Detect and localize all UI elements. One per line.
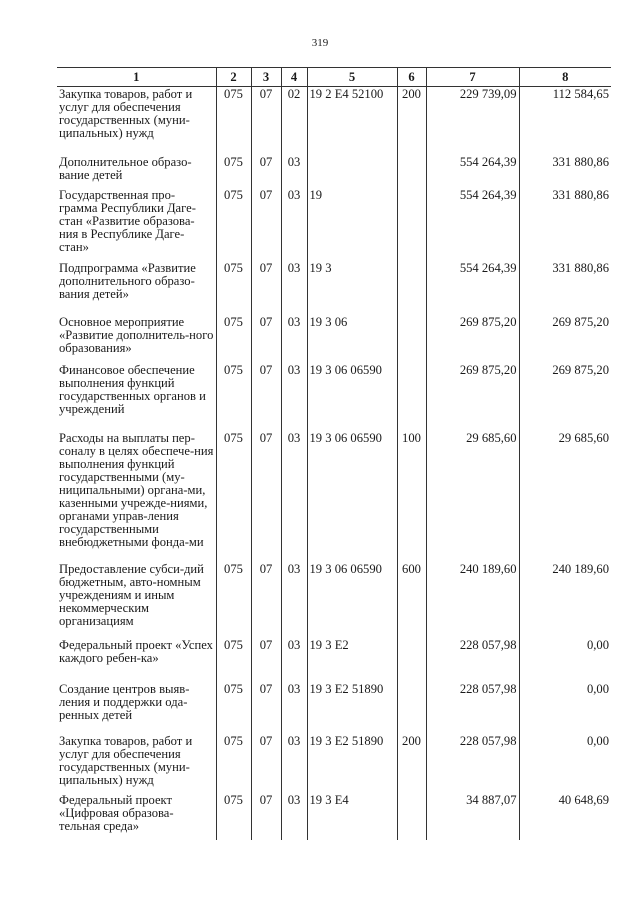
column-header: 1 xyxy=(57,68,216,87)
code-cell: 07 xyxy=(251,87,281,150)
table-row xyxy=(57,358,611,426)
row-name-cell: Дополнительное образо-вание детей xyxy=(59,155,192,182)
code-cell: 07 xyxy=(251,729,281,787)
code-cell: 075 xyxy=(216,149,251,189)
table-row xyxy=(57,677,611,729)
amount-cell: 228 057,98 xyxy=(426,677,519,729)
amount-cell: 112 584,65 xyxy=(519,87,611,150)
table-row xyxy=(57,633,611,677)
column-header: 2 xyxy=(216,68,251,87)
code-cell: 07 xyxy=(251,787,281,840)
amount-cell: 554 264,39 xyxy=(426,260,519,310)
column-header: 6 xyxy=(397,68,426,87)
code-cell: 03 xyxy=(281,426,307,556)
code-cell: 03 xyxy=(281,556,307,633)
table-row xyxy=(57,260,611,310)
code-cell: 07 xyxy=(251,556,281,633)
table-row xyxy=(57,310,611,358)
column-header: 4 xyxy=(281,68,307,87)
amount-cell: 0,00 xyxy=(519,633,611,677)
code-cell xyxy=(397,310,426,358)
row-name-cell: Предоставление субси-дий бюджетным, авто-номным учреждениям и иным некоммерческим организациям xyxy=(59,562,204,628)
column-header: 8 xyxy=(519,68,611,87)
table-row xyxy=(57,426,611,556)
code-cell: 03 xyxy=(281,633,307,677)
row-name-cell: Основное мероприятие «Развитие дополнитель-ного образования» xyxy=(59,315,214,355)
code-cell: 03 xyxy=(281,189,307,260)
amount-cell: 228 057,98 xyxy=(426,633,519,677)
code-cell: 200 xyxy=(397,729,426,787)
row-name-cell: Закупка товаров, работ и услуг для обеспечения государственных (муни-ципальных) нужд xyxy=(59,87,193,140)
table-row xyxy=(57,556,611,633)
code-cell: 200 xyxy=(397,87,426,150)
amount-cell: 269 875,20 xyxy=(519,310,611,358)
code-cell: 19 2 Е4 52100 xyxy=(307,87,397,150)
amount-cell: 331 880,86 xyxy=(519,260,611,310)
table-row xyxy=(57,729,611,787)
table-row xyxy=(57,189,611,260)
amount-cell: 0,00 xyxy=(519,729,611,787)
amount-cell: 40 648,69 xyxy=(519,787,611,840)
code-cell: 19 3 Е2 51890 xyxy=(307,677,397,729)
code-cell xyxy=(397,633,426,677)
code-cell: 075 xyxy=(216,189,251,260)
code-cell xyxy=(397,677,426,729)
row-name-cell: Федеральный проект «Успех каждого ребен-ка» xyxy=(59,638,213,665)
code-cell xyxy=(397,149,426,189)
code-cell: 075 xyxy=(216,310,251,358)
row-name-cell: Закупка товаров, работ и услуг для обеспечения государственных (муни-ципальных) нужд xyxy=(59,734,193,787)
amount-cell: 331 880,86 xyxy=(519,149,611,189)
code-cell: 03 xyxy=(281,260,307,310)
column-header: 3 xyxy=(251,68,281,87)
code-cell: 19 xyxy=(307,189,397,260)
page-number: 319 xyxy=(311,37,329,49)
table-row xyxy=(57,787,611,840)
code-cell: 075 xyxy=(216,426,251,556)
code-cell: 07 xyxy=(251,189,281,260)
row-name-cell: Государственная про-грамма Республики Даге-стан «Развитие образова-ния в Республике Даге-стан» xyxy=(59,188,196,254)
code-cell: 600 xyxy=(397,556,426,633)
code-cell: 03 xyxy=(281,149,307,189)
code-cell: 19 3 Е4 xyxy=(307,787,397,840)
amount-cell: 554 264,39 xyxy=(426,149,519,189)
table-row xyxy=(57,87,611,150)
code-cell: 07 xyxy=(251,149,281,189)
amount-cell: 29 685,60 xyxy=(519,426,611,556)
amount-cell: 0,00 xyxy=(519,677,611,729)
amount-cell: 269 875,20 xyxy=(426,310,519,358)
code-cell: 075 xyxy=(216,633,251,677)
table-row xyxy=(57,149,611,189)
amount-cell: 554 264,39 xyxy=(426,189,519,260)
code-cell: 19 3 06 xyxy=(307,310,397,358)
code-cell: 19 3 06 06590 xyxy=(307,556,397,633)
amount-cell: 29 685,60 xyxy=(426,426,519,556)
code-cell: 075 xyxy=(216,87,251,150)
header-row xyxy=(57,68,611,87)
code-cell: 03 xyxy=(281,310,307,358)
code-cell: 03 xyxy=(281,787,307,840)
row-name-cell: Финансовое обеспечение выполнения функций государственных органов и учреждений xyxy=(59,363,206,416)
code-cell: 03 xyxy=(281,358,307,426)
code-cell: 075 xyxy=(216,729,251,787)
code-cell: 19 3 06 06590 xyxy=(307,426,397,556)
column-header: 7 xyxy=(426,68,519,87)
code-cell xyxy=(397,260,426,310)
code-cell: 03 xyxy=(281,677,307,729)
code-cell xyxy=(397,787,426,840)
code-cell xyxy=(397,358,426,426)
code-cell: 19 3 xyxy=(307,260,397,310)
code-cell: 02 xyxy=(281,87,307,150)
code-cell: 075 xyxy=(216,787,251,840)
code-cell: 19 3 Е2 51890 xyxy=(307,729,397,787)
row-name-cell: Подпрограмма «Развитие дополнительного образо-вания детей» xyxy=(59,261,196,301)
code-cell: 075 xyxy=(216,358,251,426)
budget-table xyxy=(57,67,611,840)
code-cell: 075 xyxy=(216,556,251,633)
row-name-cell: Создание центров выяв-ления и поддержки ода-ренных детей xyxy=(59,682,190,722)
code-cell: 19 3 06 06590 xyxy=(307,358,397,426)
amount-cell: 269 875,20 xyxy=(519,358,611,426)
code-cell xyxy=(307,149,397,189)
code-cell: 07 xyxy=(251,677,281,729)
code-cell: 075 xyxy=(216,677,251,729)
amount-cell: 229 739,09 xyxy=(426,87,519,150)
code-cell: 075 xyxy=(216,260,251,310)
row-name-cell: Расходы на выплаты пер-соналу в целях обеспече-ния выполнения функций государственными (му-ниципальными) органа-ми, казенными учрежде-ниями, органами управ-ления государственными внебюджетными фонда-ми xyxy=(59,431,214,549)
code-cell: 07 xyxy=(251,358,281,426)
column-header: 5 xyxy=(307,68,397,87)
amount-cell: 331 880,86 xyxy=(519,189,611,260)
code-cell: 07 xyxy=(251,426,281,556)
amount-cell: 240 189,60 xyxy=(426,556,519,633)
amount-cell: 228 057,98 xyxy=(426,729,519,787)
row-name-cell: Федеральный проект «Цифровая образова-тельная среда» xyxy=(59,793,174,833)
amount-cell: 240 189,60 xyxy=(519,556,611,633)
code-cell xyxy=(397,189,426,260)
code-cell: 100 xyxy=(397,426,426,556)
amount-cell: 269 875,20 xyxy=(426,358,519,426)
code-cell: 07 xyxy=(251,260,281,310)
code-cell: 03 xyxy=(281,729,307,787)
code-cell: 07 xyxy=(251,310,281,358)
code-cell: 19 3 Е2 xyxy=(307,633,397,677)
code-cell: 07 xyxy=(251,633,281,677)
amount-cell: 34 887,07 xyxy=(426,787,519,840)
